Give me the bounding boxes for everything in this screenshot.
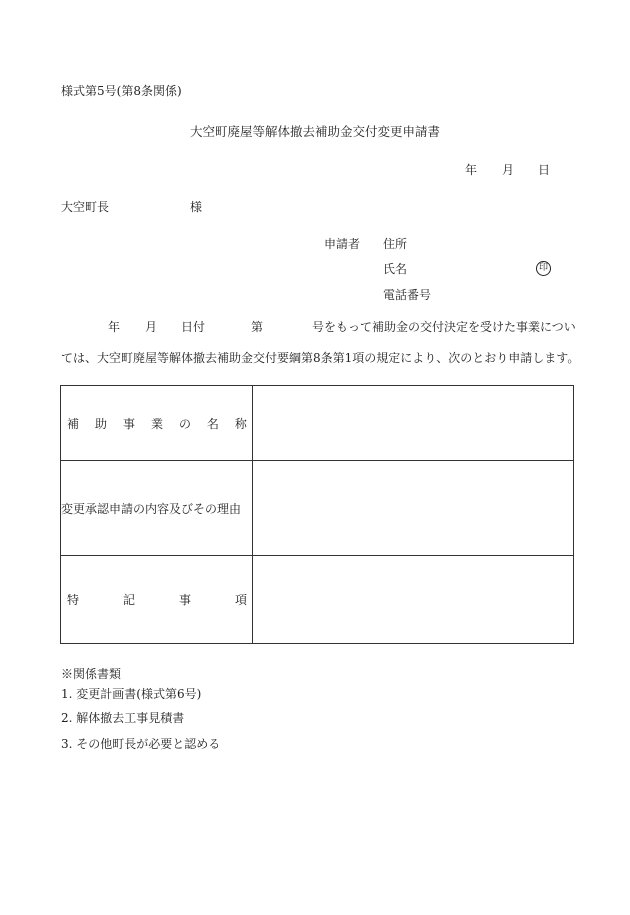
label-char: 特 xyxy=(67,593,80,607)
label-char: 業 xyxy=(150,416,163,431)
special-notes-field[interactable] xyxy=(253,556,574,644)
label-char: 助 xyxy=(94,416,107,431)
body-number-prefix: 第 xyxy=(251,320,264,334)
body-day: 日付 xyxy=(181,320,206,334)
application-table xyxy=(60,385,574,644)
change-reason-label: 変更承認申請の内容及びその理由 xyxy=(61,461,253,556)
applicant-address-label: 住所 xyxy=(383,237,408,251)
date-month-label: 月 xyxy=(502,163,515,177)
date-year-label: 年 xyxy=(465,163,478,177)
references-heading: ※関係書類 xyxy=(61,667,122,681)
body-year: 年 xyxy=(108,320,121,334)
table-row xyxy=(61,461,574,556)
addressee-name: 大空町長 xyxy=(61,200,110,214)
reference-item: 1. 変更計画書(様式第6号) xyxy=(61,687,202,701)
label-char: の xyxy=(178,416,191,431)
table-row xyxy=(61,386,574,461)
body-month: 月 xyxy=(145,320,158,334)
change-reason-field[interactable] xyxy=(253,461,574,556)
project-name-field[interactable] xyxy=(253,386,574,461)
applicant-label: 申請者 xyxy=(324,237,361,251)
applicant-phone-label: 電話番号 xyxy=(383,288,432,302)
label-char: 記 xyxy=(122,593,135,607)
project-name-label xyxy=(61,386,253,461)
reference-item: 2. 解体撤去工事見積書 xyxy=(61,711,185,725)
label-char: 事 xyxy=(122,416,135,431)
label-char: 名 xyxy=(206,416,219,431)
body-line2-text: ては、大空町廃屋等解体撤去補助金交付要綱第8条第1項の規定により、次のとおり申請します。 xyxy=(61,351,580,365)
reference-item: 3. その他町長が必要と認める xyxy=(61,737,221,751)
document-title: 大空町廃屋等解体撤去補助金交付変更申請書 xyxy=(189,124,440,139)
applicant-name-label: 氏名 xyxy=(383,262,408,276)
label-char: 補 xyxy=(67,416,80,431)
special-notes-label xyxy=(61,556,253,644)
label-char: 項 xyxy=(234,593,247,607)
body-line1-text: 号をもって補助金の交付決定を受けた事業につい xyxy=(312,320,576,334)
label-char: 称 xyxy=(234,416,247,431)
date-day-label: 日 xyxy=(538,163,551,177)
seal-mark: 印 xyxy=(536,261,551,276)
table-row xyxy=(61,556,574,644)
label-char: 事 xyxy=(178,593,191,607)
form-number: 様式第5号(第8条関係) xyxy=(61,84,182,98)
addressee-honorific: 様 xyxy=(190,200,203,214)
